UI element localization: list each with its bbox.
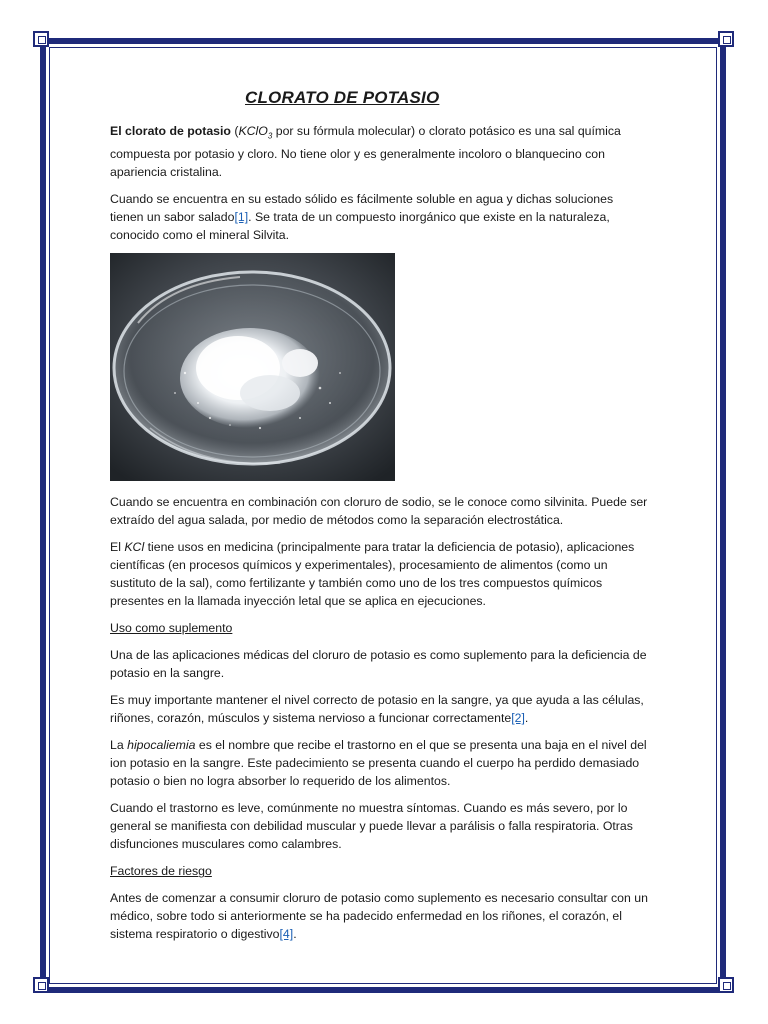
paragraph-risk [110,889,650,943]
formula-text: KClO [238,124,268,138]
paragraph-solubility [110,190,650,244]
risk-text: Antes de comenzar a consumir cloruro de potasio como suplemento es necesario consultar con un médico, sobre todo si anteriormente se ha padecido enfermedad en los riñones, el corazón, el sistema respiratorio o digestivo [110,891,648,942]
corner-ornament-top-left [33,31,49,47]
reference-link-2[interactable]: [2] [511,711,525,726]
page-title: CLORATO DE POTASIO [245,88,440,107]
heading-risk-factors: Factores de riesgo [110,864,212,879]
uses-rest: tiene usos en medicina (principalmente para tratar la deficiencia de potasio), aplicaciones científicas (en procesos químicos y experimentales), procesamiento de alimentos (como un sustituto de la sal), como fertilizante y también como uno de los tres compuestos químicos presentes en la llamada inyección letal que se aplica en ejecuciones. [110,540,635,609]
paragraph-symptoms: Cuando el trastorno es leve, comúnmente no muestra síntomas. Cuando es más severo, por lo general se manifiesta con debilidad muscular y puede llevar a parálisis o falla respiratoria. Otras disfunciones musculares como calambres. [110,801,633,852]
paragraph-uses [110,538,650,610]
reference-link-1[interactable]: [1] [234,210,249,225]
paragraph-potassium-level [110,691,650,727]
paragraph-silvinite: Cuando se encuentra en combinación con cloruro de sodio, se le conoce como silvinita. Puede ser extraído del agua salada, por medio de métodos como la separación electrostática. [110,495,648,528]
hypokalemia-rest: es el nombre que recibe el trastorno en el que se presenta una baja en el nivel del ion potasio en la sangre. Este padecimiento se presenta cuando el cuerpo ha perdido demasiado potasio o bien no logra absorber lo requerido de los alimentos. [110,738,647,789]
corner-ornament-bottom-left [33,977,49,993]
paragraph-hypokalemia [110,736,650,790]
potassium-level-text: Es muy importante mantener el nivel correcto de potasio en la sangre, ya que ayuda a las células, riñones, corazón, músculos y sistema nervioso a funcionar correctamente [110,693,644,726]
potassium-chlorate-photo [110,253,395,481]
corner-ornament-bottom-right [718,977,734,993]
intro-paren: ( [230,124,239,138]
document-body [110,86,650,952]
paragraph-supplement: Una de las aplicaciones médicas del cloruro de potasio es como suplemento para la deficiencia de potasio en la sangre. [110,648,647,681]
watch-glass-with-crystals-image [110,253,395,481]
potassium-level-end: . [524,711,529,726]
uses-lead: El [110,540,125,555]
solubility-text-b: . Se trata de un compuesto inorgánico que existe en la naturaleza, conocido como el mineral Silvita. [110,210,610,243]
hypokalemia-term: hipocaliemia [127,738,196,753]
paragraph-intro [110,122,650,181]
intro-bold: El clorato de potasio [110,124,231,138]
kcl-formula: KCl [124,540,145,555]
solubility-text-a: Cuando se encuentra en su estado sólido es fácilmente soluble en agua y dichas soluciones tienen un sabor salado [110,192,614,225]
formula-subscript: 3 [267,131,273,141]
corner-ornament-top-right [718,31,734,47]
risk-end: . [293,927,297,942]
reference-link-4[interactable]: [4] [279,927,294,942]
hypokalemia-lead: La [110,738,128,753]
intro-rest: por su fórmula molecular) o clorato potásico es una sal química compuesta por potasio y cloro. No tiene olor y es generalmente incoloro o blanquecino con apariencia cristalina. [110,124,621,180]
formula [238,124,273,141]
heading-supplement-use: Uso como suplemento [110,621,233,636]
